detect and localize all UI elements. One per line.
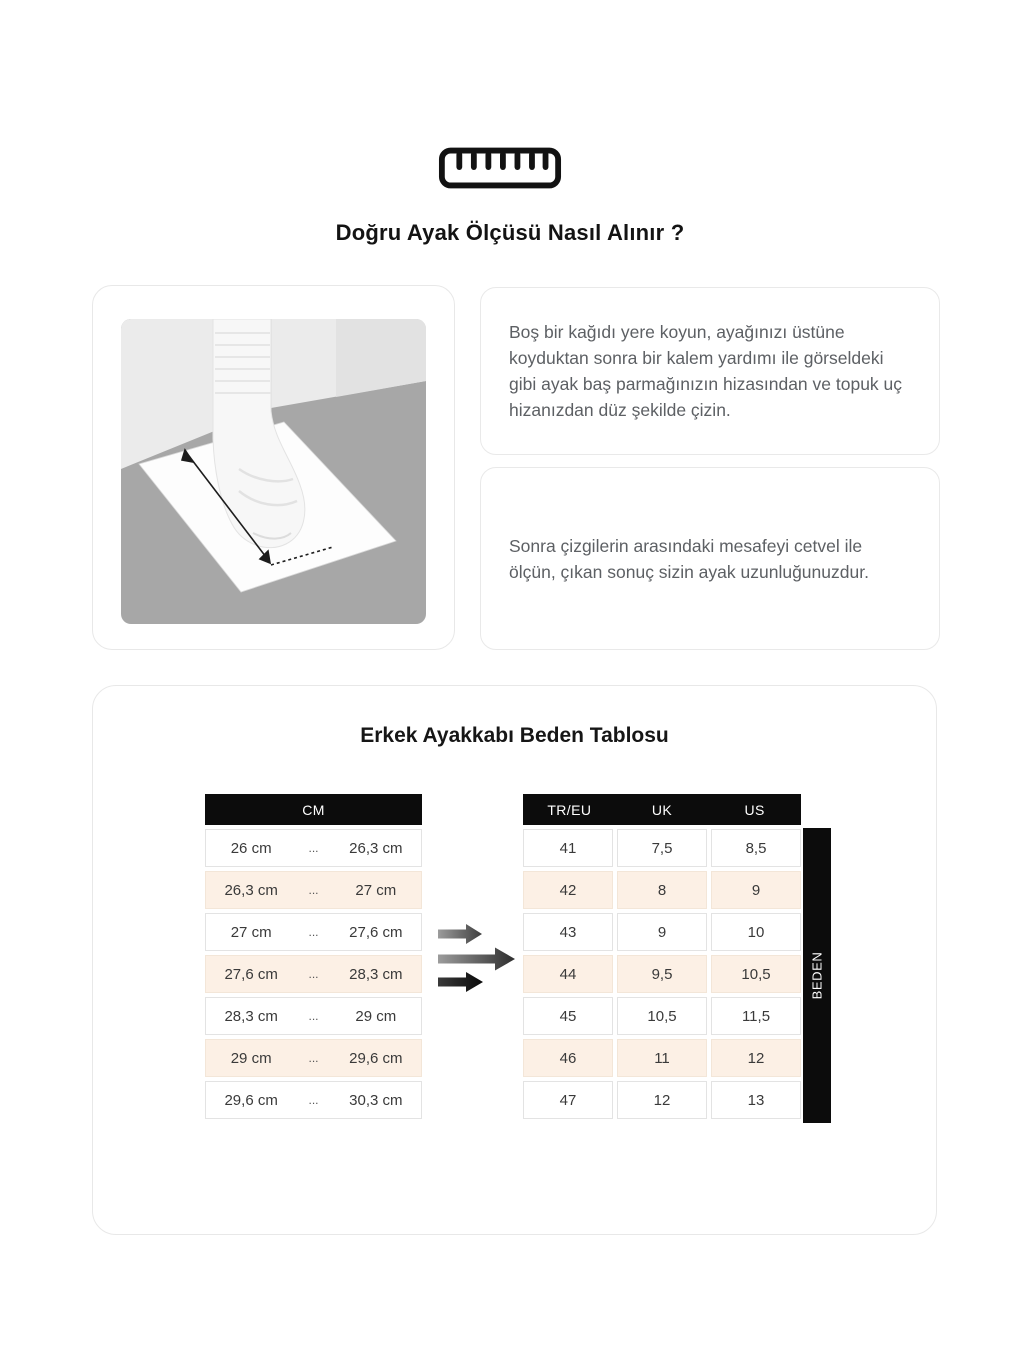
size-table-row (523, 871, 801, 909)
foot-measurement-photo (121, 319, 426, 624)
instruction-text-2: Sonra çizgilerin arasındaki mesafeyi cetvel ile ölçün, çıkan sonuç sizin ayak uzunluğunuzdur. (509, 535, 869, 582)
size-table-row (523, 955, 801, 993)
cm-cell: ... (308, 1051, 319, 1065)
cm-cell: 28,3 cm (349, 965, 403, 983)
cm-cell: 26 cm (230, 839, 272, 857)
size-cell: 9 (711, 871, 801, 909)
size-table-row (523, 1081, 801, 1119)
header-tr-eu: TR/EU (547, 801, 592, 818)
cm-cell: 27,6 cm (224, 965, 278, 983)
size-cell: 46 (523, 1039, 613, 1077)
size-cell: 10 (711, 913, 801, 951)
cm-cell: ... (308, 1093, 319, 1107)
cm-table (205, 794, 422, 1123)
size-table-body (523, 829, 801, 1119)
size-cell: 8,5 (711, 829, 801, 867)
cm-cell: 29,6 cm (224, 1091, 278, 1109)
size-table-header (523, 794, 801, 825)
size-cell: 45 (523, 997, 613, 1035)
cm-cell: ... (308, 925, 319, 939)
size-cell: 7,5 (617, 829, 707, 867)
size-cell: 9 (617, 913, 707, 951)
cm-cell: 29 cm (230, 1049, 272, 1067)
cm-cell: ... (308, 967, 319, 981)
size-cell: 42 (523, 871, 613, 909)
size-cell: 11,5 (711, 997, 801, 1035)
size-cell: 8 (617, 871, 707, 909)
size-table-row (523, 997, 801, 1035)
size-cell: 41 (523, 829, 613, 867)
cm-cell: 27 cm (230, 923, 272, 941)
cm-cell: 29,6 cm (349, 1049, 403, 1067)
cm-cell: ... (308, 883, 319, 897)
size-chart-title: Erkek Ayakkabı Beden Tablosu (360, 724, 669, 747)
size-cell: 12 (711, 1039, 801, 1077)
cm-table-row (205, 997, 422, 1035)
header-uk: UK (651, 801, 673, 818)
cm-cell: 27,6 cm (349, 923, 403, 941)
size-cell: 10,5 (711, 955, 801, 993)
size-cell: 11 (617, 1039, 707, 1077)
cm-table-row (205, 829, 422, 867)
cm-table-row (205, 1081, 422, 1119)
size-cell: 47 (523, 1081, 613, 1119)
page-title: Doğru Ayak Ölçüsü Nasıl Alınır ? (335, 220, 685, 245)
cm-table-body (205, 829, 422, 1119)
measurement-photo-card (92, 285, 455, 650)
size-table-row (523, 913, 801, 951)
instruction-box-1 (480, 287, 940, 455)
header-us: US (744, 801, 765, 818)
arrows-icon (438, 923, 528, 993)
cm-cell: 27 cm (355, 881, 397, 899)
size-cell: 10,5 (617, 997, 707, 1035)
instruction-text-1: Boş bir kağıdı yere koyun, ayağınızı üstüne koyduktan sonra bir kalem yardımı ile görseldeki gibi ayak baş parmağınızın hizasından ve topuk uç hizanızdan düz şekilde çizin. (509, 322, 903, 420)
beden-vertical-label: BEDEN (803, 828, 831, 1123)
cm-cell: 29 cm (355, 1007, 397, 1025)
size-table-row (523, 1039, 801, 1077)
cm-cell: ... (308, 841, 319, 855)
cm-table-row (205, 913, 422, 951)
cm-table-row (205, 871, 422, 909)
size-chart-card (92, 685, 937, 1235)
cm-table-header: CM (205, 794, 422, 825)
instruction-box-2 (480, 467, 940, 650)
cm-cell: 26,3 cm (224, 881, 278, 899)
size-cell: 13 (711, 1081, 801, 1119)
size-cell: 12 (617, 1081, 707, 1119)
cm-cell: 26,3 cm (349, 839, 403, 857)
size-cell: 9,5 (617, 955, 707, 993)
cm-cell: 30,3 cm (349, 1091, 403, 1109)
cm-cell: ... (308, 1009, 319, 1023)
ruler-icon (438, 146, 562, 190)
cm-cell: 28,3 cm (224, 1007, 278, 1025)
cm-table-row (205, 955, 422, 993)
cm-table-row (205, 1039, 422, 1077)
size-table-row (523, 829, 801, 867)
size-cell: 44 (523, 955, 613, 993)
size-cell: 43 (523, 913, 613, 951)
size-conversion-table (523, 794, 801, 1123)
